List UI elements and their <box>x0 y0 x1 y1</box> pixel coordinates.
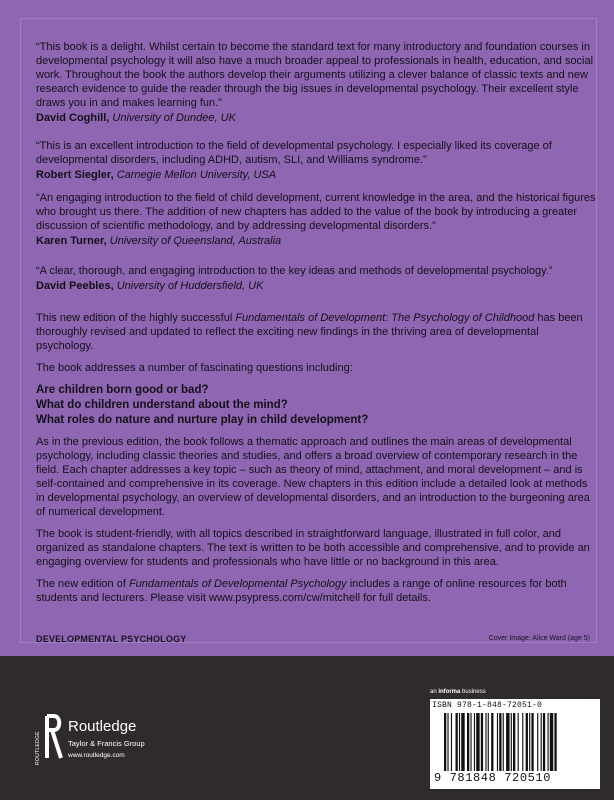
quote-attribution: David Peebles, University of Huddersfield, UK <box>36 280 264 292</box>
quote-attribution: David Coghill, University of Dundee, UK <box>36 112 236 124</box>
description-paragraph: As in the previous edition, the book follows a thematic approach and outlines the main areas of developmental psychology, including classic theories and studies, and offers a broad overview of contemporary research in the field. Each chapter addresses a key topic – such as theory of mind, attachment, and moral development – and is self-contained and comprehensive in its coverage. New chapters in this edition include a detailed look at methods in developmental psychology, an overview of developmental disorders, and an introduction to the burgeoning area of numerical development. <box>36 436 590 518</box>
endorser-name: Robert Siegler <box>36 169 111 181</box>
quote-text: “A clear, thorough, and engaging introduction to the key ideas and methods of developmental psychology.” <box>36 265 553 277</box>
book-description <box>36 311 596 613</box>
endorser-name: David Peebles <box>36 280 111 292</box>
endorsement-quote <box>36 264 553 293</box>
cover-image-credit: Cover Image: Alice Ward (age 5) <box>488 635 590 642</box>
publisher-name: Routledge <box>68 718 137 735</box>
endorsement-quote <box>36 40 596 125</box>
endorser-name: Karen Turner <box>36 235 104 247</box>
informa-tagline: an informa business <box>430 689 486 695</box>
endorser-name: David Coghill <box>36 112 107 124</box>
routledge-logo <box>34 712 184 770</box>
question-item: Are children born good or bad? <box>36 384 209 396</box>
quote-text: “This is an excellent introduction to the field of developmental psychology. I especially liked its coverage of developmental disorders, including ADHD, autism, SLI, and Williams syndrome.” <box>36 140 552 166</box>
endorsement-quote <box>36 191 596 248</box>
description-paragraph: The book is student-friendly, with all topics described in straightforward language, illustrated in full color, and organized as standalone chapters. The text is written to be both accessible and comprehensive, and to provide an engaging overview for students and professionals who have little or no background in this area. <box>36 528 590 568</box>
question-list <box>36 383 596 428</box>
quote-text: “An engaging introduction to the field of child development, current knowledge in the area, and the historical figures who brought us there. The addition of new chapters has added to the value of the book by introducing a greater discussion of scientific methodology, and by addressing developmental disorders.” <box>36 192 596 232</box>
publisher-url[interactable]: www.routledge.com <box>68 752 125 759</box>
description-paragraph: This new edition of the highly successful Fundamentals of Development: The Psychology of Childhood has been thoroughly revised and updated to reflect the exciting new findings in the thriving area of developmental psychology. <box>36 312 583 352</box>
ean-number: 9 781848 720510 <box>434 771 552 785</box>
endorser-affiliation: University of Dundee, UK <box>112 112 236 124</box>
endorser-affiliation: University of Huddersfield, UK <box>116 280 264 292</box>
endorser-affiliation: University of Queensland, Australia <box>109 235 282 247</box>
endorser-affiliation: Carnegie Mellon University, USA <box>116 169 277 181</box>
description-paragraph: The book addresses a number of fascinating questions including: <box>36 362 353 374</box>
question-item: What do children understand about the mind? <box>36 399 288 411</box>
quote-attribution: Karen Turner, University of Queensland, Australia <box>36 235 282 247</box>
endorsement-quote <box>36 139 596 182</box>
barcode-bars <box>444 713 594 771</box>
resources-url[interactable]: www.psypress.com/cw/mitchell <box>209 592 361 604</box>
isbn-barcode <box>430 699 600 789</box>
book-title: Fundamentals of Developmental Psychology <box>128 578 347 590</box>
quote-attribution: Robert Siegler, Carnegie Mellon University, USA <box>36 169 277 181</box>
description-paragraph: The new edition of Fundamentals of Developmental Psychology includes a range of online resources for both students and lecturers. Please visit www.psypress.com/cw/mitchell for full details. <box>36 578 567 604</box>
publisher-group: Taylor & Francis Group <box>68 739 145 748</box>
question-item: What roles do nature and nurture play in child development? <box>36 414 369 426</box>
subject-label: DEVELOPMENTAL PSYCHOLOGY <box>36 634 187 644</box>
isbn-number: ISBN 978-1-848-72051-0 <box>432 701 543 710</box>
book-title: Fundamentals of Development: The Psychology of Childhood <box>235 312 535 324</box>
routledge-vertical-label: ROUTLEDGE <box>35 731 41 765</box>
quote-text: “This book is a delight. Whilst certain to become the standard text for many introductory and foundation courses in developmental psychology it will also have a much broader appeal to professionals in health, education, and social work. Throughout the book the authors develop their arguments utilizing a clever balance of classic texts and new research evidence to guide the reader through the big issues in developmental psychology. Their excellent style draws you in and makes learning fun.” <box>36 41 594 109</box>
